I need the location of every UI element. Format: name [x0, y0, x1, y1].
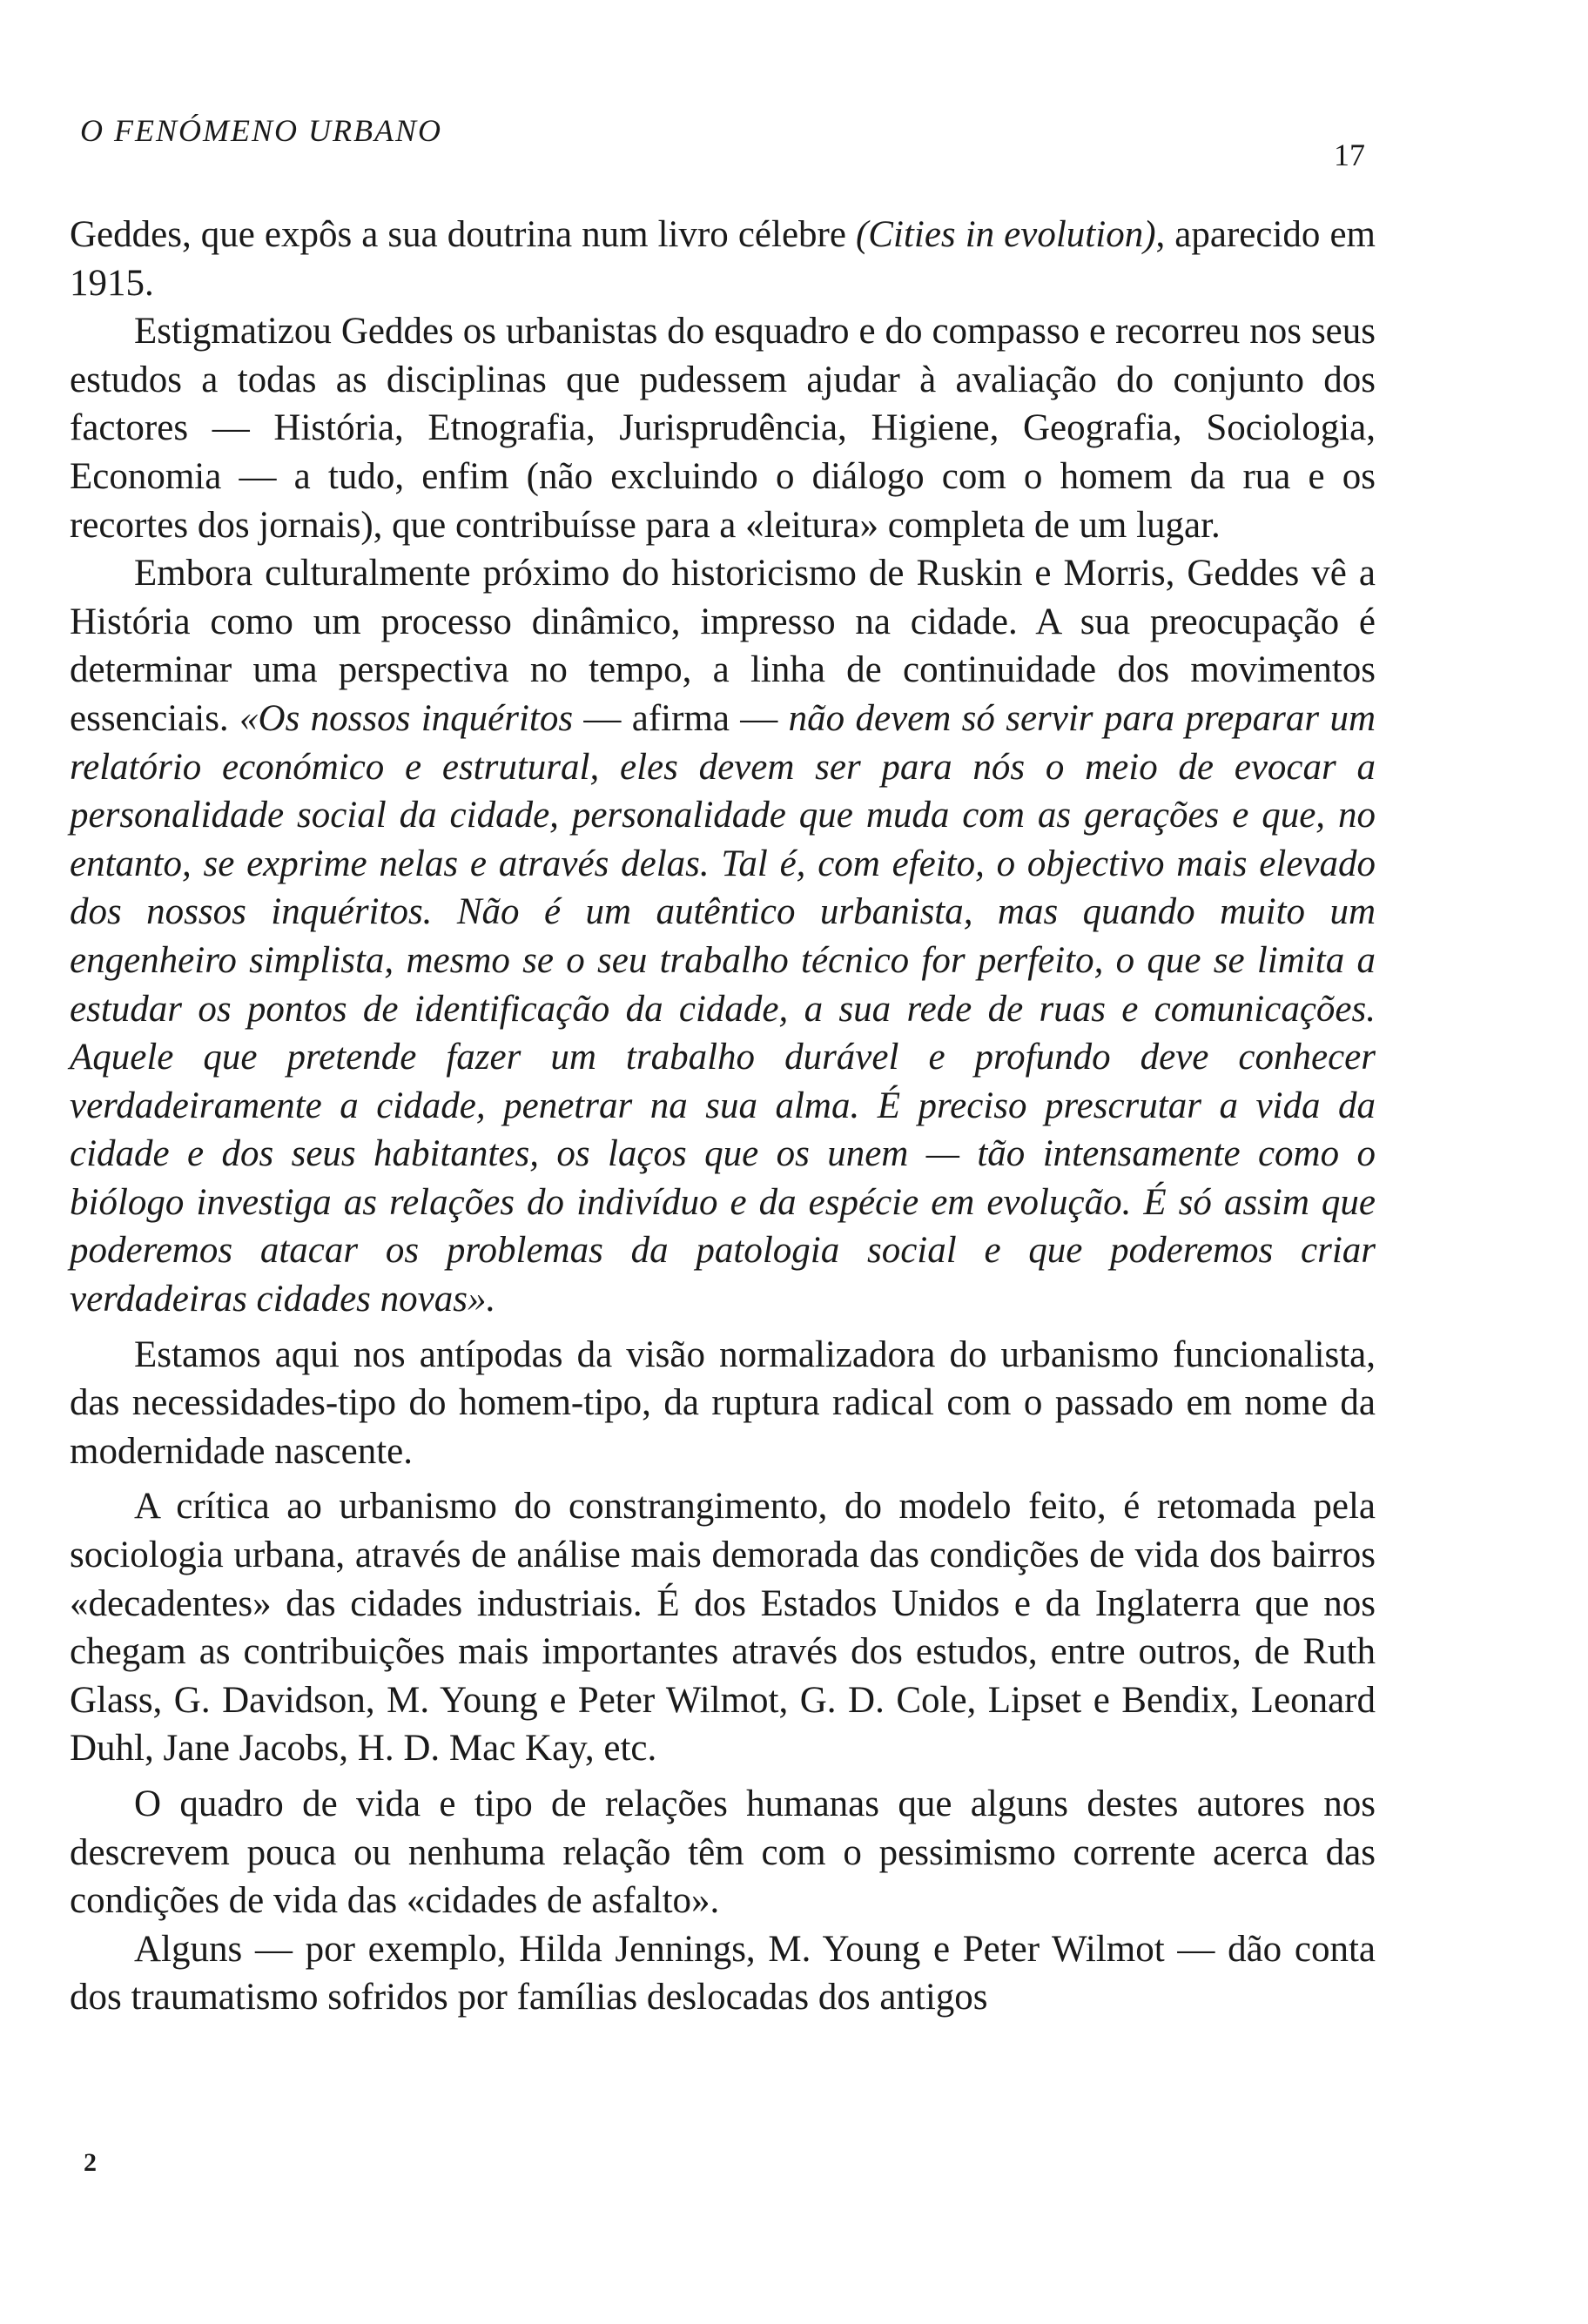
- text-run: O quadro de vida e tipo de relações humanas que alguns destes autores nos descrevem pouca ou nenhuma relação têm com o pessimismo corrente acerca das condições de vida das «cidades de asfalto».: [70, 1783, 1376, 1922]
- paragraph: [70, 1482, 1376, 1773]
- text-run: Embora culturalmente próximo do historicismo de Ruskin e Morris, Geddes vê a História como um processo dinâmico, impresso na cidade. A sua preocupação é determinar uma perspectiva no tempo, a linha de continuidade dos movimentos essenciais.: [70, 553, 1376, 739]
- signature-mark: 2: [84, 2148, 97, 2177]
- page-number: 17: [1334, 138, 1365, 172]
- running-head: O FENÓMENO URBANO: [80, 113, 442, 148]
- text-run: Geddes, que expôs a sua doutrina num livro célebre: [70, 214, 856, 255]
- text-run: A crítica ao urbanismo do constrangimento, do modelo feito, é retomada pela sociologia urbana, através de análise mais demorada das condições de vida dos bairros «decadentes» das cidades industriais. É dos Estados Unidos e da Inglaterra que nos chegam as contribuições mais importantes através dos estudos, entre outros, de Ruth Glass, G. Davidson, M. Young e Peter Wilmot, G. D. Cole, Lipset e Bendix, Leonard Duhl, Jane Jacobs, H. D. Mac Kay, etc.: [70, 1486, 1376, 1770]
- paragraph: [70, 307, 1376, 549]
- paragraph: [70, 1331, 1376, 1476]
- body-text: [70, 211, 1376, 2022]
- text-run: Estigmatizou Geddes os urbanistas do esquadro e do compasso e recorreu nos seus estudos a todas as disciplinas que pudessem ajudar à avaliação do conjunto dos factores — História, Etnografia, Jurisprudência, Higiene, Geografia, Sociologia, Economia — a tudo, enfim (não excluindo o diálogo com o homem da rua e os recortes dos jornais), que contribuísse para a «leitura» completa de um lugar.: [70, 311, 1376, 546]
- quotation: não devem só servir para preparar um relatório económico e estrutural, eles devem ser para nós o meio de evocar a personalidade social da cidade, personalidade que muda com as gerações e que, no entanto, se exprime nelas e através delas. Tal é, com efeito, o objectivo mais elevado dos nossos inquéritos. Não é um autêntico urbanista, mas quando muito um engenheiro simplista, mesmo se o seu trabalho técnico for perfeito, o que se limita a estudar os pontos de identificação da cidade, a sua rede de ruas e comunicações. Aquele que pretende fazer um trabalho durável e profundo deve conhecer verdadeiramente a cidade, penetrar na sua alma. É preciso prescrutar a vida da cidade e dos seus habitantes, os laços que os unem — tão intensamente como o biólogo investiga as relações do indivíduo e da espécie em evolução. É só assim que poderemos atacar os problemas da patologia social e que poderemos criar verdadeiras cidades novas».: [70, 697, 1376, 1320]
- paragraph: [70, 211, 1376, 307]
- text-run: , aparecido em 1915.: [70, 214, 1376, 304]
- paragraph: [70, 549, 1376, 1324]
- quotation: «Os nossos inquéritos: [239, 697, 574, 739]
- text-run: Estamos aqui nos antípodas da visão normalizadora do urbanismo funcionalista, das necessidades-tipo do homem-tipo, da ruptura radical com o passado em nome da modernidade nascente.: [70, 1333, 1376, 1472]
- paragraph: [70, 1780, 1376, 1925]
- book-title: (Cities in evolution): [855, 214, 1156, 255]
- paragraph: [70, 1925, 1376, 2022]
- text-run: Alguns — por exemplo, Hilda Jennings, M. Young e Peter Wilmot — dão conta dos traumatismo sofridos por famílias deslocadas dos antigos: [70, 1928, 1376, 2018]
- text-run: — afirma —: [573, 697, 789, 739]
